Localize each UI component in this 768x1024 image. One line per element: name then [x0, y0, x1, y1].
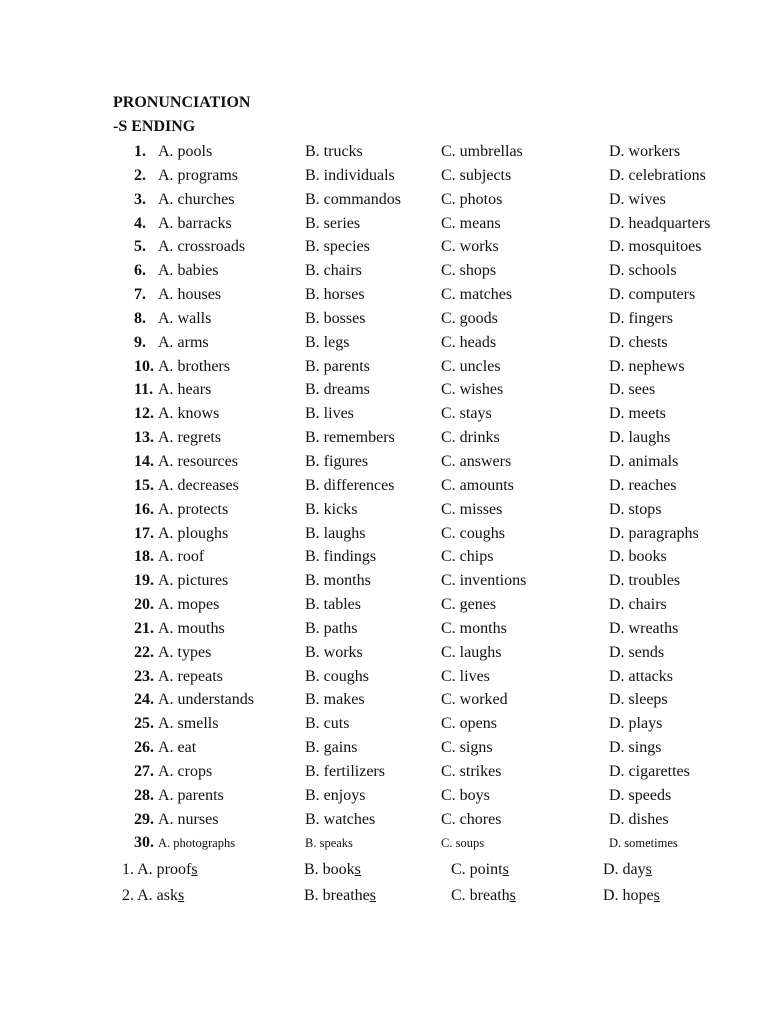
- option-a: [122, 857, 198, 883]
- question-number: 5.: [134, 238, 146, 256]
- option-c: C. lives: [441, 667, 490, 685]
- question-number: 3.: [134, 190, 146, 208]
- option-b: B. watches: [305, 810, 376, 828]
- option-d: D. sleeps: [609, 691, 668, 709]
- extra-question-list: [0, 857, 768, 909]
- option-a: A. knows: [158, 405, 220, 423]
- option-c: C. goods: [441, 309, 498, 327]
- question-number: 18.: [134, 548, 154, 566]
- option-word-stem: B. book: [304, 861, 355, 878]
- question-number: 13.: [134, 429, 154, 447]
- question-row: [0, 450, 768, 474]
- option-c: C. misses: [441, 500, 503, 518]
- option-c: C. boys: [441, 786, 490, 804]
- option-d: D. attacks: [609, 667, 673, 685]
- question-row: [0, 569, 768, 593]
- option-d: D. celebrations: [609, 166, 706, 184]
- option-d: D. headquarters: [609, 214, 711, 232]
- question-row: [0, 498, 768, 522]
- question-number: 14.: [134, 452, 154, 470]
- option-d: D. stops: [609, 500, 662, 518]
- option-b: B. speaks: [305, 836, 353, 851]
- question-number: 16.: [134, 500, 154, 518]
- question-number: 11.: [134, 381, 154, 399]
- option-c: C. soups: [441, 836, 485, 851]
- question-row: [0, 808, 768, 832]
- option-b: B. makes: [305, 691, 365, 709]
- question-number: 8.: [134, 309, 146, 327]
- underlined-ending: s: [191, 861, 198, 878]
- option-d: D. mosquitoes: [609, 238, 702, 256]
- question-row: [0, 188, 768, 212]
- option-d: D. meets: [609, 405, 666, 423]
- option-a: A. walls: [158, 309, 212, 327]
- option-d: D. schools: [609, 262, 677, 280]
- option-d: D. speeds: [609, 786, 672, 804]
- option-b: B. parents: [305, 357, 370, 375]
- option-c: C. uncles: [441, 357, 501, 375]
- question-number: 26.: [134, 739, 154, 757]
- option-a: A. smells: [158, 715, 219, 733]
- question-row: [0, 259, 768, 283]
- option-a: A. crops: [158, 762, 213, 780]
- option-c: C. inventions: [441, 572, 527, 590]
- option-d: D. sometimes: [609, 836, 678, 851]
- question-number: 20.: [134, 596, 154, 614]
- extra-question-row: [0, 857, 768, 883]
- option-d: [603, 883, 660, 909]
- question-number: 15.: [134, 476, 154, 494]
- option-b: [304, 883, 376, 909]
- question-number: 7.: [134, 286, 146, 304]
- underlined-ending: s: [509, 887, 516, 904]
- question-row: [0, 545, 768, 569]
- question-number: 4.: [134, 214, 146, 232]
- option-c: C. means: [441, 214, 501, 232]
- option-a: A. parents: [158, 786, 224, 804]
- option-a: A. crossroads: [158, 238, 246, 256]
- option-c: C. worked: [441, 691, 508, 709]
- question-row: [0, 212, 768, 236]
- option-a: A. repeats: [158, 667, 223, 685]
- option-a: A. pools: [158, 143, 213, 160]
- option-d: [603, 857, 652, 883]
- option-c: C. months: [441, 619, 507, 637]
- option-c: C. heads: [441, 333, 497, 351]
- option-b: B. coughs: [305, 667, 369, 685]
- option-d: D. wreaths: [609, 619, 679, 637]
- option-a: A. resources: [158, 452, 238, 470]
- underlined-ending: s: [178, 887, 185, 904]
- option-d: D. reaches: [609, 476, 677, 494]
- option-d: D. chairs: [609, 596, 667, 614]
- question-row: [0, 641, 768, 665]
- option-b: B. series: [305, 214, 361, 232]
- question-row: [0, 140, 768, 164]
- question-list: [0, 140, 768, 855]
- option-b: B. cuts: [305, 715, 350, 733]
- option-a: A. nurses: [158, 810, 219, 828]
- question-number: 6.: [134, 262, 146, 280]
- option-word-stem: C. breath: [451, 887, 510, 904]
- option-b: B. bosses: [305, 309, 366, 327]
- option-b: [304, 857, 361, 883]
- option-b: B. remembers: [305, 429, 395, 447]
- option-b: B. gains: [305, 739, 358, 757]
- option-c: C. stays: [441, 405, 492, 423]
- option-b: B. enjoys: [305, 786, 366, 804]
- option-a: A. types: [158, 643, 212, 661]
- question-number: 9.: [134, 333, 146, 351]
- option-c: [451, 883, 516, 909]
- underlined-ending: s: [502, 861, 509, 878]
- option-b: B. findings: [305, 548, 377, 566]
- underlined-ending: s: [645, 861, 652, 878]
- option-b: B. fertilizers: [305, 762, 385, 780]
- option-d: D. chests: [609, 333, 668, 351]
- option-a: A. protects: [158, 500, 229, 518]
- option-a: A. hears: [158, 381, 212, 399]
- question-number: 17.: [134, 524, 154, 542]
- question-row: [0, 402, 768, 426]
- option-b: B. figures: [305, 452, 369, 470]
- option-c: C. works: [441, 238, 499, 256]
- option-d: D. sees: [609, 381, 656, 399]
- option-b: B. legs: [305, 333, 350, 351]
- question-row: [0, 593, 768, 617]
- option-word-stem: C. point: [451, 861, 503, 878]
- option-c: C. wishes: [441, 381, 504, 399]
- option-c: C. photos: [441, 190, 503, 208]
- option-a: A. houses: [158, 286, 222, 304]
- option-a: A. mouths: [158, 619, 225, 637]
- option-b: B. commandos: [305, 190, 401, 208]
- option-b: B. tables: [305, 596, 361, 614]
- underlined-ending: s: [653, 887, 660, 904]
- option-c: C. opens: [441, 715, 497, 733]
- question-number: 12.: [134, 405, 154, 423]
- option-b: B. laughs: [305, 524, 366, 542]
- option-b: B. dreams: [305, 381, 370, 399]
- option-c: C. genes: [441, 596, 497, 614]
- option-d: D. fingers: [609, 309, 673, 327]
- option-a: A. programs: [158, 166, 238, 184]
- option-c: [451, 857, 509, 883]
- option-c: C. answers: [441, 452, 512, 470]
- question-row: [0, 331, 768, 355]
- question-row: [0, 665, 768, 689]
- question-number: 2.: [134, 166, 146, 184]
- option-word-stem: D. day: [603, 861, 646, 878]
- extra-question-row: [0, 883, 768, 909]
- option-c: C. subjects: [441, 166, 512, 184]
- underlined-ending: s: [369, 887, 376, 904]
- question-number: 22.: [134, 643, 154, 661]
- question-row: [0, 688, 768, 712]
- option-d: D. computers: [609, 286, 696, 304]
- option-b: B. individuals: [305, 166, 395, 184]
- option-a: A. understands: [158, 691, 254, 709]
- option-word-stem: B. breathe: [304, 887, 370, 904]
- option-d: D. plays: [609, 715, 663, 733]
- section-heading: -S ENDING: [113, 118, 196, 135]
- option-c: C. amounts: [441, 476, 514, 494]
- option-a: A. babies: [158, 262, 219, 280]
- option-b: B. horses: [305, 286, 365, 304]
- option-b: B. works: [305, 643, 363, 661]
- option-a: A. barracks: [158, 214, 232, 232]
- option-c: C. chips: [441, 548, 494, 566]
- question-row: [0, 474, 768, 498]
- question-number: 30.: [134, 834, 154, 852]
- option-d: D. paragraphs: [609, 524, 699, 542]
- option-a: A. brothers: [158, 357, 230, 375]
- question-number: 25.: [134, 715, 154, 733]
- option-c: C. strikes: [441, 762, 502, 780]
- option-d: D. wives: [609, 190, 666, 208]
- option-b: B. kicks: [305, 500, 358, 518]
- option-c: C. signs: [441, 739, 493, 757]
- option-a: A. arms: [158, 333, 209, 351]
- option-d: D. sends: [609, 643, 665, 661]
- question-row: [0, 355, 768, 379]
- option-b: B. differences: [305, 476, 395, 494]
- option-a: A. roof: [158, 548, 205, 566]
- option-d: D. laughs: [609, 429, 671, 447]
- option-word-stem: 1. A. proof: [122, 861, 192, 878]
- option-d: D. workers: [609, 143, 681, 160]
- option-a: A. churches: [158, 190, 235, 208]
- option-d: D. books: [609, 548, 667, 566]
- option-c: C. chores: [441, 810, 502, 828]
- question-row: [0, 712, 768, 736]
- option-b: B. lives: [305, 405, 354, 423]
- question-number: 24.: [134, 691, 154, 709]
- option-a: A. ploughs: [158, 524, 229, 542]
- question-number: 23.: [134, 667, 154, 685]
- option-c: C. coughs: [441, 524, 505, 542]
- question-number: 28.: [134, 786, 154, 804]
- option-d: D. troubles: [609, 572, 681, 590]
- option-d: D. sings: [609, 739, 662, 757]
- option-d: D. animals: [609, 452, 679, 470]
- option-b: B. months: [305, 572, 371, 590]
- option-a: [122, 883, 184, 909]
- question-row: [0, 426, 768, 450]
- option-a: A. photographs: [158, 836, 236, 851]
- question-row: [0, 760, 768, 784]
- question-row: [0, 736, 768, 760]
- question-row: [0, 617, 768, 641]
- option-c: C. drinks: [441, 429, 500, 447]
- question-row: [0, 831, 768, 855]
- option-c: C. laughs: [441, 643, 502, 661]
- underlined-ending: s: [354, 861, 361, 878]
- option-c: C. umbrellas: [441, 143, 523, 160]
- question-number: 27.: [134, 762, 154, 780]
- option-c: C. matches: [441, 286, 513, 304]
- option-b: B. trucks: [305, 143, 363, 160]
- option-b: B. paths: [305, 619, 358, 637]
- option-d: D. dishes: [609, 810, 669, 828]
- question-number: 21.: [134, 619, 154, 637]
- question-row: [0, 378, 768, 402]
- question-row: [0, 164, 768, 188]
- question-number: 19.: [134, 572, 154, 590]
- option-a: A. pictures: [158, 572, 229, 590]
- option-c: C. shops: [441, 262, 497, 280]
- question-row: [0, 283, 768, 307]
- option-word-stem: 2. A. ask: [122, 887, 178, 904]
- option-word-stem: D. hope: [603, 887, 654, 904]
- question-row: [0, 522, 768, 546]
- page-title: PRONUNCIATION: [113, 94, 251, 111]
- option-b: B. chairs: [305, 262, 362, 280]
- question-row: [0, 784, 768, 808]
- option-d: D. nephews: [609, 357, 685, 375]
- option-d: D. cigarettes: [609, 762, 690, 780]
- question-number: 10.: [134, 357, 154, 375]
- question-row: [0, 307, 768, 331]
- option-a: A. eat: [158, 739, 197, 757]
- question-number: 29.: [134, 810, 154, 828]
- option-a: A. regrets: [158, 429, 222, 447]
- option-b: B. species: [305, 238, 370, 256]
- option-a: A. mopes: [158, 596, 220, 614]
- question-row: [0, 235, 768, 259]
- question-number: 1.: [134, 143, 146, 160]
- option-a: A. decreases: [158, 476, 239, 494]
